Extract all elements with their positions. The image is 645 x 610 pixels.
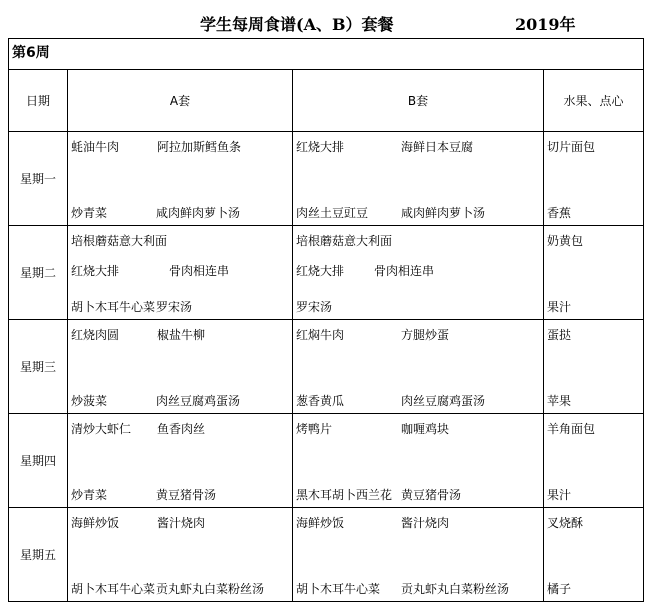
- dish: 红烧大排: [71, 264, 120, 278]
- header-set-a: A套: [68, 70, 293, 132]
- week-label: 第6周: [9, 39, 644, 70]
- set-b-cell: [293, 320, 544, 414]
- menu-table: [8, 38, 644, 602]
- dish: 红烧大排: [296, 140, 345, 154]
- menu-line: [296, 204, 485, 221]
- dish: 黑木耳胡卜西兰花: [296, 488, 393, 502]
- menu-line: [71, 262, 229, 279]
- day-label: 星期五: [9, 508, 68, 602]
- dish: 罗宋汤: [296, 300, 333, 314]
- set-a-cell: [68, 508, 293, 602]
- menu-line: [71, 450, 169, 464]
- day-label: 星期一: [9, 132, 68, 226]
- dish: 鱼香肉丝: [157, 422, 206, 436]
- dish: 炒青菜: [71, 488, 108, 502]
- menu-line: [296, 392, 485, 409]
- dish: 胡卜木耳牛心菜: [71, 300, 156, 314]
- dish: 酱汁烧肉: [157, 516, 206, 530]
- dish: 海鲜炒饭: [296, 516, 345, 530]
- dish: 胡卜木耳牛心菜: [296, 582, 381, 596]
- fruit: 苹果: [547, 394, 572, 408]
- day-row: [9, 226, 644, 320]
- snack: 羊角面包: [547, 422, 596, 436]
- day-row: [9, 508, 644, 602]
- menu-line: [71, 544, 169, 558]
- menu-line: [296, 450, 374, 464]
- dish: 骨肉相连串: [169, 264, 230, 278]
- snack: 切片面包: [547, 140, 596, 154]
- menu-line: [71, 392, 240, 409]
- dish: 肉丝豆腐鸡蛋汤: [156, 394, 241, 408]
- dish: 椒盐牛柳: [157, 328, 206, 342]
- set-b-cell: [293, 508, 544, 602]
- set-a-cell: [68, 414, 293, 508]
- fruit: 香蕉: [547, 206, 572, 220]
- menu-line: [296, 486, 461, 503]
- day-row: [9, 414, 644, 508]
- dish: 葱香黄瓜: [296, 394, 345, 408]
- dish: 清炒大虾仁: [71, 422, 132, 436]
- dish: 海鲜炒饭: [71, 516, 120, 530]
- fruit: 橘子: [547, 582, 572, 596]
- menu-line: [296, 580, 509, 597]
- header-fruit: 水果、点心: [544, 70, 644, 132]
- menu-line: [296, 262, 434, 279]
- menu-line: [71, 486, 216, 503]
- menu-line: [296, 326, 449, 343]
- snack: 蛋挞: [547, 328, 572, 342]
- page-title: 学生每周食谱(A、B）套餐: [200, 15, 394, 34]
- days-body: [9, 132, 644, 602]
- menu-line: [296, 544, 374, 558]
- day-label: 星期二: [9, 226, 68, 320]
- dish: 培根蘑菇意大利面: [296, 234, 393, 248]
- day-row: [9, 132, 644, 226]
- dish: 红烧大排: [296, 264, 345, 278]
- dish: 烤鸭片: [296, 422, 333, 436]
- fruit-cell: [544, 132, 644, 226]
- menu-line: [71, 580, 264, 597]
- dish: 炒青菜: [71, 206, 108, 220]
- dish: 贡丸虾丸白菜粉丝汤: [401, 582, 510, 596]
- dish: 酱汁烧肉: [401, 516, 450, 530]
- menu-line: [71, 298, 192, 315]
- header-date: 日期: [9, 70, 68, 132]
- fruit: 果汁: [547, 488, 572, 502]
- dish: 肉丝土豆豇豆: [296, 206, 369, 220]
- header-set-b: B套: [293, 70, 544, 132]
- set-a-cell: [68, 132, 293, 226]
- dish: 阿拉加斯鳕鱼条: [157, 140, 242, 154]
- page-year: 2019年: [515, 15, 576, 34]
- header-row: [9, 70, 644, 132]
- snack: 叉烧酥: [547, 516, 584, 530]
- day-label: 星期三: [9, 320, 68, 414]
- dish: 咸肉鲜肉萝卜汤: [401, 206, 486, 220]
- dish: 红烧肉圆: [71, 328, 120, 342]
- menu-line: [296, 356, 374, 370]
- menu-line: [71, 356, 169, 370]
- menu-line: [71, 138, 241, 155]
- day-row: [9, 320, 644, 414]
- snack: 奶黄包: [547, 234, 584, 248]
- menu-line: [71, 420, 205, 437]
- fruit-cell: [544, 414, 644, 508]
- day-label: 星期四: [9, 414, 68, 508]
- set-b-cell: [293, 414, 544, 508]
- page-header: [0, 0, 645, 38]
- dish: 骨肉相连串: [374, 264, 435, 278]
- menu-line: [296, 168, 374, 182]
- fruit-cell: [544, 320, 644, 414]
- menu-line: [296, 138, 473, 155]
- dish: 炒菠菜: [71, 394, 108, 408]
- set-a-cell: [68, 320, 293, 414]
- dish: 黄豆猪骨汤: [401, 488, 462, 502]
- menu-line: [71, 232, 167, 249]
- menu-line: [296, 232, 401, 249]
- dish: 方腿炒蛋: [401, 328, 450, 342]
- fruit: 果汁: [547, 300, 572, 314]
- dish: 罗宋汤: [156, 300, 193, 314]
- menu-line: [296, 298, 401, 315]
- dish: 海鲜日本豆腐: [401, 140, 474, 154]
- set-a-cell: [68, 226, 293, 320]
- dish: 红焖牛肉: [296, 328, 345, 342]
- dish: 黄豆猪骨汤: [156, 488, 217, 502]
- set-b-cell: [293, 132, 544, 226]
- dish: 胡卜木耳牛心菜: [71, 582, 156, 596]
- menu-line: [71, 204, 240, 221]
- dish: 咸肉鲜肉萝卜汤: [156, 206, 241, 220]
- week-row: [9, 39, 644, 70]
- menu-line: [71, 514, 205, 531]
- menu-line: [296, 514, 449, 531]
- fruit-cell: [544, 226, 644, 320]
- dish: 肉丝豆腐鸡蛋汤: [401, 394, 486, 408]
- menu-line: [296, 420, 449, 437]
- dish: 培根蘑菇意大利面: [71, 234, 168, 248]
- dish: 咖喱鸡块: [401, 422, 450, 436]
- menu-line: [71, 326, 205, 343]
- dish: 贡丸虾丸白菜粉丝汤: [156, 582, 265, 596]
- menu-line: [71, 168, 169, 182]
- dish: 蚝油牛肉: [71, 140, 120, 154]
- set-b-cell: [293, 226, 544, 320]
- fruit-cell: [544, 508, 644, 602]
